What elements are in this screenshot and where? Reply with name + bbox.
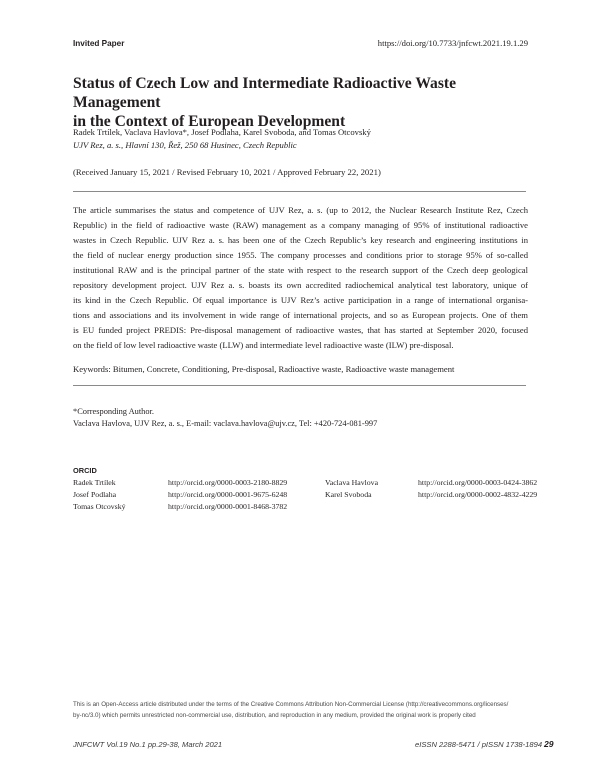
- keywords: Keywords: Bitumen, Concrete, Conditioning, Pre-disposal, Radioactive waste, Radioactive waste management: [73, 364, 455, 374]
- license-notice: [73, 699, 543, 721]
- paper-title: [73, 74, 543, 131]
- abstract-line: the field of nuclear energy production since 1955. The company processes and conditions prior to storage 95% of so-called: [73, 250, 528, 261]
- license-line-1: This is an Open-Access article distributed under the terms of the Creative Commons Attribution Non-Commercial License (http://creativecommons.org/licenses/: [73, 701, 509, 708]
- affiliation: UJV Rez, a. s., Hlavní 130, Řež, 250 68 Husinec, Czech Republic: [73, 140, 297, 150]
- orcid-link[interactable]: http://orcid.org/0000-0003-2180-8829: [168, 478, 288, 487]
- orcid-link[interactable]: http://orcid.org/0000-0002-4832-4229: [418, 490, 538, 499]
- abstract-line: on the field of low level radioactive waste (LLW) and intermediate level radioactive waste (ILW) pre-disposal.: [73, 340, 454, 351]
- orcid-link[interactable]: http://orcid.org/0000-0001-8468-3782: [168, 502, 288, 511]
- abstract-line: its kind in the Czech Republic. Of equal importance is UJV Rez’s active participation in a range of international organisa-: [73, 295, 528, 306]
- divider-bottom: [73, 385, 526, 386]
- received-dates: (Received January 15, 2021 / Revised February 10, 2021 / Approved February 22, 2021): [73, 167, 381, 177]
- abstract-line: is EU funded project PREDIS: Pre-disposal management of radioactive wastes, that has started at September 2020, focused: [73, 325, 528, 336]
- doi-link[interactable]: https://doi.org/10.7733/jnfcwt.2021.19.1.29: [377, 38, 528, 48]
- orcid-name: Vaclava Havlova: [325, 478, 379, 487]
- abstract-line: The article summarises the status and competence of UJV Rez, a. s. (up to 2012, the Nuclear Research Institute Rez, Czech: [73, 205, 528, 215]
- abstract-line: repository development project. UJV Rez a. s. boasts its own accredited radiochemical analytical test laboratory, unique of: [73, 280, 528, 291]
- abstract: [73, 203, 528, 353]
- page-number: 29: [544, 739, 554, 749]
- orcid-link[interactable]: http://orcid.org/0000-0003-0424-3862: [418, 478, 538, 487]
- orcid-name: Karel Svoboda: [325, 490, 372, 499]
- orcid-name: Radek Trtílek: [73, 478, 116, 487]
- orcid-heading: ORCID: [73, 466, 97, 475]
- issn-info: eISSN 2288-5471 / pISSN 1738-1894: [415, 740, 543, 749]
- license-line-2: by-nc/3.0) which permits unrestricted non-commercial use, distribution, and reproduction in any medium, provided the original work is properly cited: [73, 712, 476, 719]
- orcid-link[interactable]: http://orcid.org/0000-0001-9675-6248: [168, 490, 288, 499]
- title-line-2: in the Context of European Development: [73, 113, 346, 130]
- divider-top: [73, 191, 526, 192]
- orcid-name: Josef Podlaha: [73, 490, 117, 499]
- journal-citation: JNFCWT Vol.19 No.1 pp.29-38, March 2021: [73, 740, 223, 749]
- article-type-label: Invited Paper: [73, 39, 125, 48]
- title-line-1: Status of Czech Low and Intermediate Radioactive Waste Management: [73, 75, 457, 111]
- abstract-line: institutional RAW and is the principal partner of the state with respect to the research support of the Czech deep geological: [73, 265, 528, 276]
- corresponding-author-details: Vaclava Havlova, UJV Rez, a. s., E-mail: vaclava.havlova@ujv.cz, Tel: +420-724-081-997: [73, 419, 378, 428]
- abstract-line: Republic) in the field of radioactive waste (RAW) management as a company managing of 95% of institutional radioactive: [73, 220, 528, 231]
- author-list: Radek Trtílek, Vaclava Havlova*, Josef Podlaha, Karel Svoboda, and Tomas Otcovský: [73, 127, 371, 137]
- abstract-line: wastes in Czech Republic. UJV Rez a. s. has been one of the Czech Republic’s key research and engineering institutions in: [73, 235, 528, 246]
- abstract-line: tions and associations and its involvement in wide range of international projects, and so as European projects. One of them: [73, 310, 528, 321]
- corresponding-author-label: *Corresponding Author.: [73, 407, 154, 416]
- orcid-name: Tomas Otcovský: [73, 502, 126, 511]
